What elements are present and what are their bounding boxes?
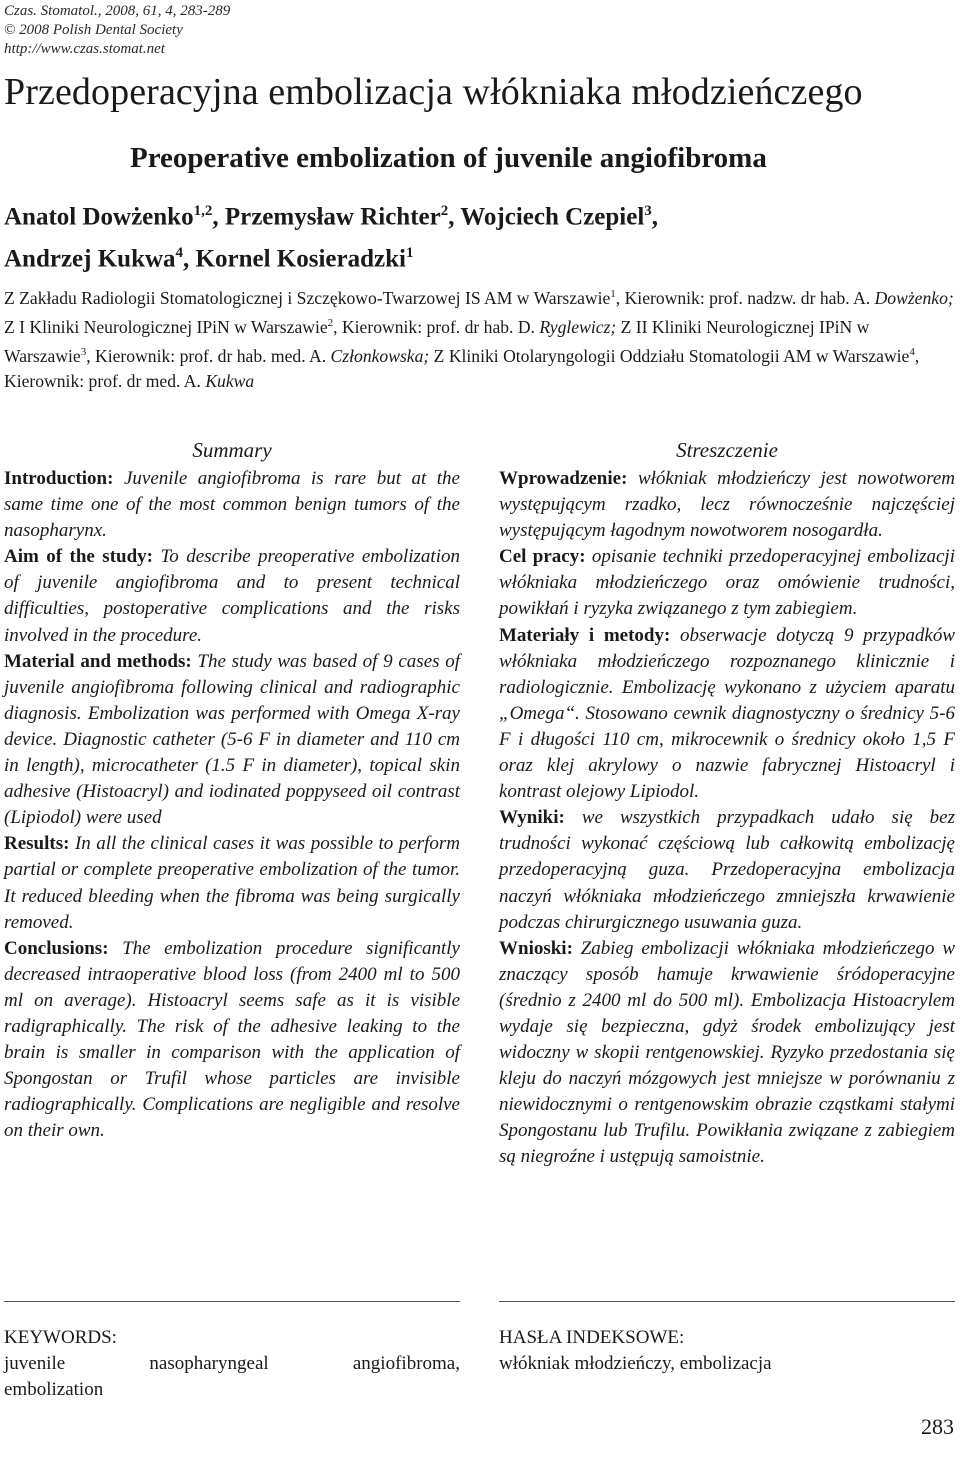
keyword: angiofibroma, [352, 1353, 460, 1374]
affiliation-head: , Kierownik: prof. dr med. A. [4, 345, 920, 391]
section-label: Introduction: [4, 468, 114, 489]
journal-url: http://www.czas.stomat.net [4, 41, 165, 57]
author-sep: , [448, 203, 461, 231]
section-text: The embolization procedure significantly decreased intraoperative blood loss (from 2400 ml to 500 ml on average). Histoacryl seems safe as it is visible radigraphically. The risk of the adhesive leaking to the brain is smaller in comparison with the application of Spongostan or Trufil whose particles are invisible radiographically. Complications are negligible and resolve on their own. [4, 937, 460, 1142]
hasla-divider [499, 1301, 955, 1302]
author-name: Anatol Dowżenko [4, 203, 194, 231]
keywords-line [4, 1351, 460, 1377]
section-label: Wnioski: [499, 937, 573, 959]
streszczenie-section [499, 466, 955, 544]
author-affil-ref: 1 [405, 245, 414, 262]
keyword: nasopharyngeal [149, 1353, 269, 1374]
affiliation-ref: 4 [909, 345, 915, 358]
section-text: The study was based of 9 cases of juvenile angiofibroma following clinical and radiographic diagnosis. Embolization was performed with Omega X-ray device. Diagnostic catheter (5-6 F in diameter and 110 cm in length), microcatheter (1.5 F in diameter), topical skin adhesive (Histoacryl) and iodinated poppyseed oil contrast (Lipiodol) were used [4, 650, 460, 829]
summary-section [4, 831, 460, 935]
summary-column [4, 436, 460, 1144]
journal-copyright: © 2008 Polish Dental Society [4, 22, 183, 38]
affiliation-head-name: Dowżenko; [870, 287, 954, 308]
author-name: Wojciech Czepiel [460, 203, 645, 231]
affiliations [4, 282, 956, 394]
author-affil-ref: 3 [644, 203, 652, 219]
section-text: we wszystkich przypadkach udało się bez trudności wykonać częściową lub całkowitą embolizację przedoperacyjną guza. Przedoperacyjna embolizacja naczyń włókniaka młodzieńczego zmniejszła krwawienie podczas chirurgicznego usuwania guza. [499, 807, 955, 933]
section-text: To describe preoperative embolization of juvenile angiofibroma and to present technical difficulties, postoperative complications and the risks involved in the procedure. [4, 546, 460, 646]
journal-header [4, 2, 230, 59]
affiliation-text: Z I Kliniki Neurologicznej IPiN w Warszawie [4, 316, 328, 337]
author-sep: , [183, 245, 196, 273]
hasla-heading: HASŁA INDEKSOWE: [499, 1327, 685, 1348]
author-list [4, 193, 954, 278]
affiliation-text: Z Zakładu Radiologii Stomatologicznej i Szczękowo-Twarzowej IS AM w Warszawie [4, 287, 611, 308]
author-affil-ref: 2 [440, 203, 449, 219]
author-sep: , [212, 203, 225, 231]
streszczenie-column [499, 436, 955, 1171]
section-label: Cel pracy: [499, 546, 586, 568]
streszczenie-section [499, 805, 955, 935]
section-label: Conclusions: [4, 937, 109, 959]
author-name: Kornel Kosieradzki [195, 245, 406, 273]
keyword: juvenile [4, 1353, 66, 1374]
streszczenie-section [499, 544, 955, 622]
title-english: Preoperative embolization of juvenile angiofibroma [130, 142, 767, 174]
affiliation-ref: 3 [80, 345, 87, 358]
section-text: Juvenile angiofibroma is rare but at the same time one of the most common benign tumors of the nasopharynx. [4, 468, 460, 542]
affiliation-ref: 1 [610, 288, 616, 300]
affiliation-text: Z II Kliniki Neurologicznej IPiN w Warszawie [4, 316, 870, 366]
section-label: Aim of the study: [4, 546, 153, 568]
affiliation-ref: 2 [327, 316, 334, 329]
keywords-heading: KEYWORDS: [4, 1327, 117, 1348]
section-label: Material and methods: [4, 650, 192, 672]
author-name: Przemysław Richter [224, 203, 441, 231]
section-text: włókniak młodzieńczy jest nowotworem występującym rzadko, lecz równocześnie najczęściej występującym łagodnym nowotworem nosogardła. [499, 468, 955, 542]
author-name: Andrzej Kukwa [4, 245, 176, 273]
keywords-divider [4, 1301, 460, 1302]
author-affil-ref: 4 [175, 245, 184, 262]
section-text: Zabieg embolizacji włókniaka młodzieńczego w znaczący sposób hamuje krwawienie śródoperacyjne (średnio z 2400 ml do 500 ml). Embolizacja Histoacrylem wydaje się bezpieczna, gdyż środek embolizujący jest widoczny w skopii rentgenowskiej. Ryzyko przedostania się kleju do naczyń mózgowych jest mniejsze w porównaniu z niewidocznymi o rentgenowskim obrazie cząstkami stałymi Spongostanu lub Trufilu. Powikłania związane z zabiegiem są niegroźne i ustępują samoistnie. [499, 937, 955, 1168]
streszczenie-section [499, 936, 955, 1171]
streszczenie-section [499, 623, 955, 806]
summary-section [4, 544, 460, 648]
section-label: Results: [4, 833, 70, 855]
affiliation-text: Z Kliniki Otolaryngologii Oddziału Stomatologii AM w Warszawie [429, 345, 910, 366]
summary-section [4, 649, 460, 832]
affiliation-head-name: Członkowska; [326, 345, 430, 366]
affiliation-head-name: Kukwa [200, 370, 255, 391]
summary-section [4, 936, 460, 1145]
keywords-block [4, 1325, 460, 1403]
author-sep: , [651, 203, 659, 231]
title-polish: Przedoperacyjna embolizacja włókniaka młodzieńczego [4, 71, 863, 113]
journal-citation: Czas. Stomatol., 2008, 61, 4, 283-289 [4, 3, 231, 19]
hasla-keywords: włókniak młodzieńczy, embolizacja [499, 1353, 772, 1374]
author-affil-ref: 1,2 [193, 203, 213, 219]
keyword: embolization [4, 1379, 104, 1400]
summary-heading: Summary [192, 438, 272, 462]
summary-section [4, 466, 460, 544]
page-number: 283 [921, 1414, 954, 1439]
section-text: In all the clinical cases it was possible to perform partial or complete preoperative embolization of the tumor. It reduced bleeding when the fibroma was being surgically removed. [4, 833, 460, 933]
affiliation-head-name: Ryglewicz; [534, 316, 617, 337]
affiliation-head: , Kierownik: prof. dr hab. D. [333, 316, 535, 337]
affiliation-head: , Kierownik: prof. nadzw. dr hab. A. [615, 287, 871, 308]
section-label: Wprowadzenie: [499, 468, 628, 489]
affiliation-head: , Kierownik: prof. dr hab. med. A. [86, 345, 327, 366]
streszczenie-heading: Streszczenie [676, 438, 778, 462]
section-label: Wyniki: [499, 807, 565, 829]
section-label: Materiały i metody: [499, 624, 671, 646]
section-text: opisanie techniki przedoperacyjnej embolizacji włókniaka młodzieńczego oraz omówienie trudności, powikłań i ryzyka związanego z tym zabiegiem. [499, 546, 955, 620]
section-text: obserwacje dotyczą 9 przypadków włókniaka młodzieńczego rozpoznanego klinicznie i radiologicznie. Embolizację wykonano z użyciem aparatu „Omega“. Stosowano cewnik diagnostyczny o średnicy 5-6 F i długości 110 cm, mikrocewnik o średnicy około 1,5 F oraz klej akrylowy o nazwie fabrycznej Histoacryl i kontrast olejowy Lipiodol. [499, 624, 955, 803]
hasla-block [499, 1325, 955, 1377]
